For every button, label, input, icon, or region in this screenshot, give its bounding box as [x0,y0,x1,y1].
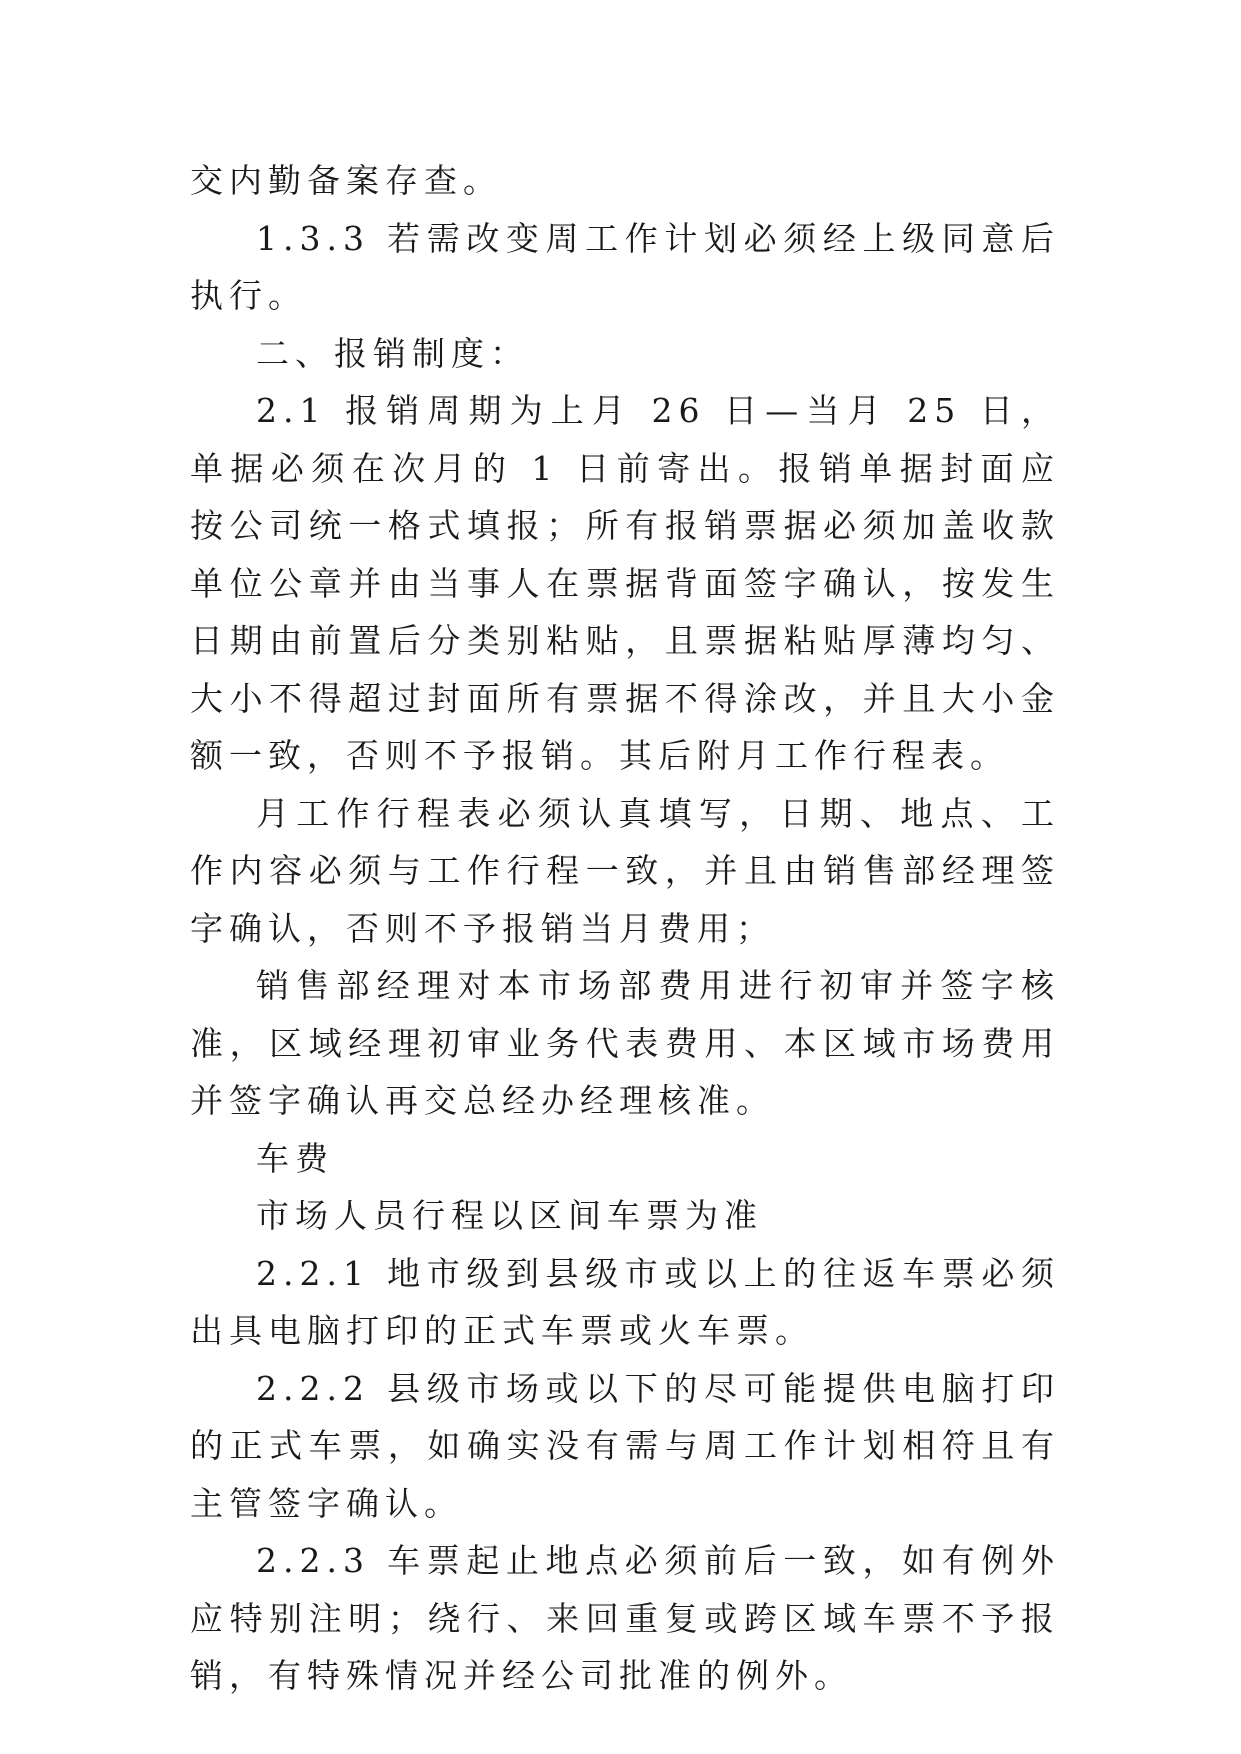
paragraph-manager-review: 销售部经理对本市场部费用进行初审并签字核准，区域经理初审业务代表费用、本区域市场费用并签字确认再交总经办经理核准。 [190,966,1060,1120]
subheading-fare: 车费 [256,1138,334,1178]
paragraph-2-2-3: 2.2.3 车票起止地点必须前后一致，如有例外应特别注明；绕行、来回重复或跨区域车票不予报销，有特殊情况并经公司批准的例外。 [190,1541,1060,1695]
paragraph-2-2-2: 2.2.2 县级市场或以下的尽可能提供电脑打印的正式车票，如确实没有需与周工作计划相符且有主管签字确认。 [190,1368,1060,1523]
paragraph-1: 交内勤备案存查。 [190,161,502,200]
document-page [190,152,1060,1705]
section-heading-reimbursement: 二、报销制度： [256,333,529,373]
paragraph-monthly-schedule: 月工作行程表必须认真填写，日期、地点、工作内容必须与工作行程一致，并且由销售部经理签字确认，否则不予报销当月费用； [190,793,1060,948]
paragraph-ticket-rule: 市场人员行程以区间车票为准 [256,1196,763,1235]
paragraph-2-1: 2.1 报销周期为上月 26 日—当月 25 日，单据必须在次月的 1 日前寄出。报销单据封面应按公司统一格式填报；所有报销票据必须加盖收款单位公章并由当事人在票据背面签字确认，按发生日期由前置后分类别粘贴，且票据粘贴厚薄均匀、大小不得超过封面所有票据不得涂改，并且大小金额一致，否则不予报销。其后附月工作行程表。 [190,391,1060,775]
paragraph-2-2-1: 2.2.1 地市级到县级市或以上的往返车票必须出具电脑打印的正式车票或火车票。 [190,1253,1060,1350]
paragraph-1-3-3: 1.3.3 若需改变周工作计划必须经上级同意后执行。 [190,218,1060,315]
